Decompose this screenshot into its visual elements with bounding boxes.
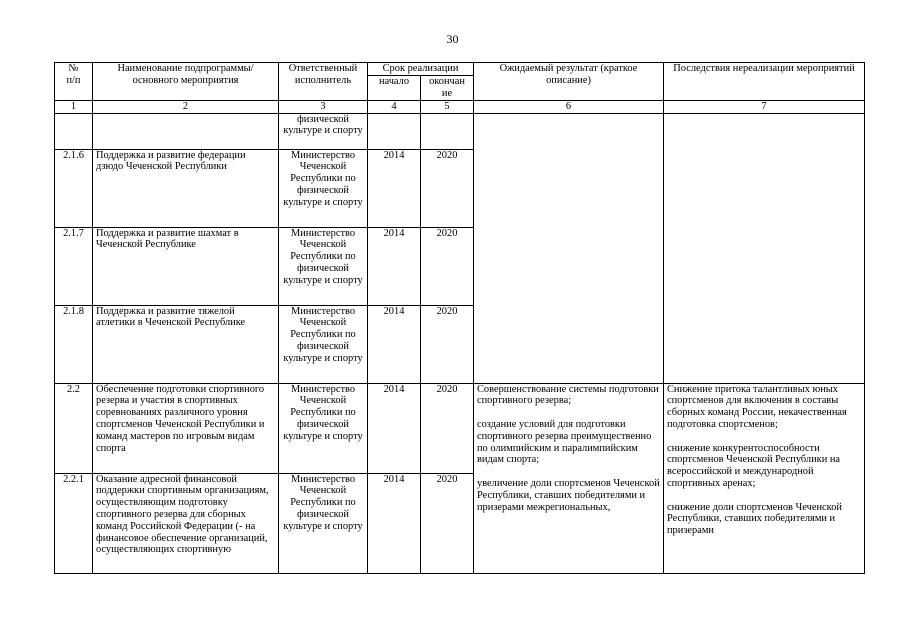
row-executor: Министерство Чеченской Республики по физической культуре и спорту bbox=[279, 149, 368, 227]
row-name: Поддержка и развитие тяжелой атлетики в Чеченской Республике bbox=[93, 305, 279, 383]
row-num: 2.2 bbox=[55, 383, 93, 473]
row-num bbox=[55, 113, 93, 149]
page-number: 30 bbox=[446, 32, 459, 46]
header-result: Ожидаемый результат (краткое описание) bbox=[474, 63, 664, 101]
row-consequence-empty bbox=[664, 113, 865, 383]
row-num: 2.1.6 bbox=[55, 149, 93, 227]
header-end: окончан ие bbox=[421, 75, 474, 100]
row-start: 2014 bbox=[368, 149, 421, 227]
consequence-paragraph: снижение конкурентоспособности спортсменов Чеченской Республики на всероссийской и международной спортивных аренах; bbox=[667, 442, 841, 489]
row-end: 2020 bbox=[421, 305, 474, 383]
col-number-5: 5 bbox=[421, 100, 474, 113]
row-name: Поддержка и развитие федерации дзюдо Чеченской Республики bbox=[93, 149, 279, 227]
row-consequence bbox=[664, 383, 865, 573]
row-num: 2.2.1 bbox=[55, 473, 93, 573]
row-num: 2.1.7 bbox=[55, 227, 93, 305]
col-number-7: 7 bbox=[664, 100, 865, 113]
row-start: 2014 bbox=[368, 383, 421, 473]
row-end bbox=[421, 113, 474, 149]
header-num: № п/п bbox=[55, 63, 93, 101]
header-name: Наименование подпрограммы/ основного мероприятия bbox=[93, 63, 279, 101]
row-name: Поддержка и развитие шахмат в Чеченской Республике bbox=[93, 227, 279, 305]
row-executor: Министерство Чеченской Республики по физической культуре и спорту bbox=[279, 227, 368, 305]
header-executor: Ответственный исполнитель bbox=[279, 63, 368, 101]
row-executor: Министерство Чеченской Республики по физической культуре и спорту bbox=[279, 305, 368, 383]
header-consequence: Последствия нереализации мероприятий bbox=[664, 63, 865, 101]
row-end: 2020 bbox=[421, 149, 474, 227]
program-table bbox=[54, 62, 865, 574]
row-start: 2014 bbox=[368, 227, 421, 305]
result-paragraph: создание условий для подготовки спортивного резерва преимущественно по олимпийским и паралимпийским видам спорта; bbox=[477, 418, 652, 466]
header-period: Срок реализации bbox=[368, 63, 474, 76]
row-num: 2.1.8 bbox=[55, 305, 93, 383]
row-start: 2014 bbox=[368, 305, 421, 383]
row-executor: Министерство Чеченской Республики по физической культуре и спорту bbox=[279, 473, 368, 573]
result-paragraph: увеличение доли спортсменов Чеченской Республики, ставших победителями и призерами межрегиональных, bbox=[477, 477, 660, 513]
col-number-1: 1 bbox=[55, 100, 93, 113]
row-start bbox=[368, 113, 421, 149]
row-end: 2020 bbox=[421, 383, 474, 473]
row-executor: физической культуре и спорту bbox=[279, 113, 368, 149]
row-name bbox=[93, 113, 279, 149]
consequence-paragraph: снижение доли спортсменов Чеченской Республики, ставших победителями и призерами bbox=[667, 501, 842, 537]
row-name: Обеспечение подготовки спортивного резерва и участия в спортивных соревнованиях различного уровня спортсменов Чеченской Республики и команд мастеров по игровым видам спорта bbox=[93, 383, 279, 473]
table-row bbox=[55, 113, 865, 149]
row-end: 2020 bbox=[421, 227, 474, 305]
row-result bbox=[474, 383, 664, 573]
col-number-6: 6 bbox=[474, 100, 664, 113]
row-executor: Министерство Чеченской Республики по физической культуре и спорту bbox=[279, 383, 368, 473]
row-end: 2020 bbox=[421, 473, 474, 573]
consequence-paragraph: Снижение притока талантливых юных спортсменов для включения в составы сборных команд России, некачественная подготовка спортсменов; bbox=[667, 383, 847, 430]
col-number-4: 4 bbox=[368, 100, 421, 113]
col-number-2: 2 bbox=[93, 100, 279, 113]
row-start: 2014 bbox=[368, 473, 421, 573]
result-paragraph: Совершенствование системы подготовки спортивного резерва; bbox=[477, 383, 659, 407]
table-row bbox=[55, 383, 865, 473]
row-result-empty bbox=[474, 113, 664, 383]
header-start: начало bbox=[368, 75, 421, 100]
col-number-3: 3 bbox=[279, 100, 368, 113]
row-name: Оказание адресной финансовой поддержки спортивным организациям, осуществляющим подготовку спортивного резерва для сборных команд Российской Федерации (- на финансовое обеспечение организаций, осуществляющих спортивную bbox=[93, 473, 279, 573]
